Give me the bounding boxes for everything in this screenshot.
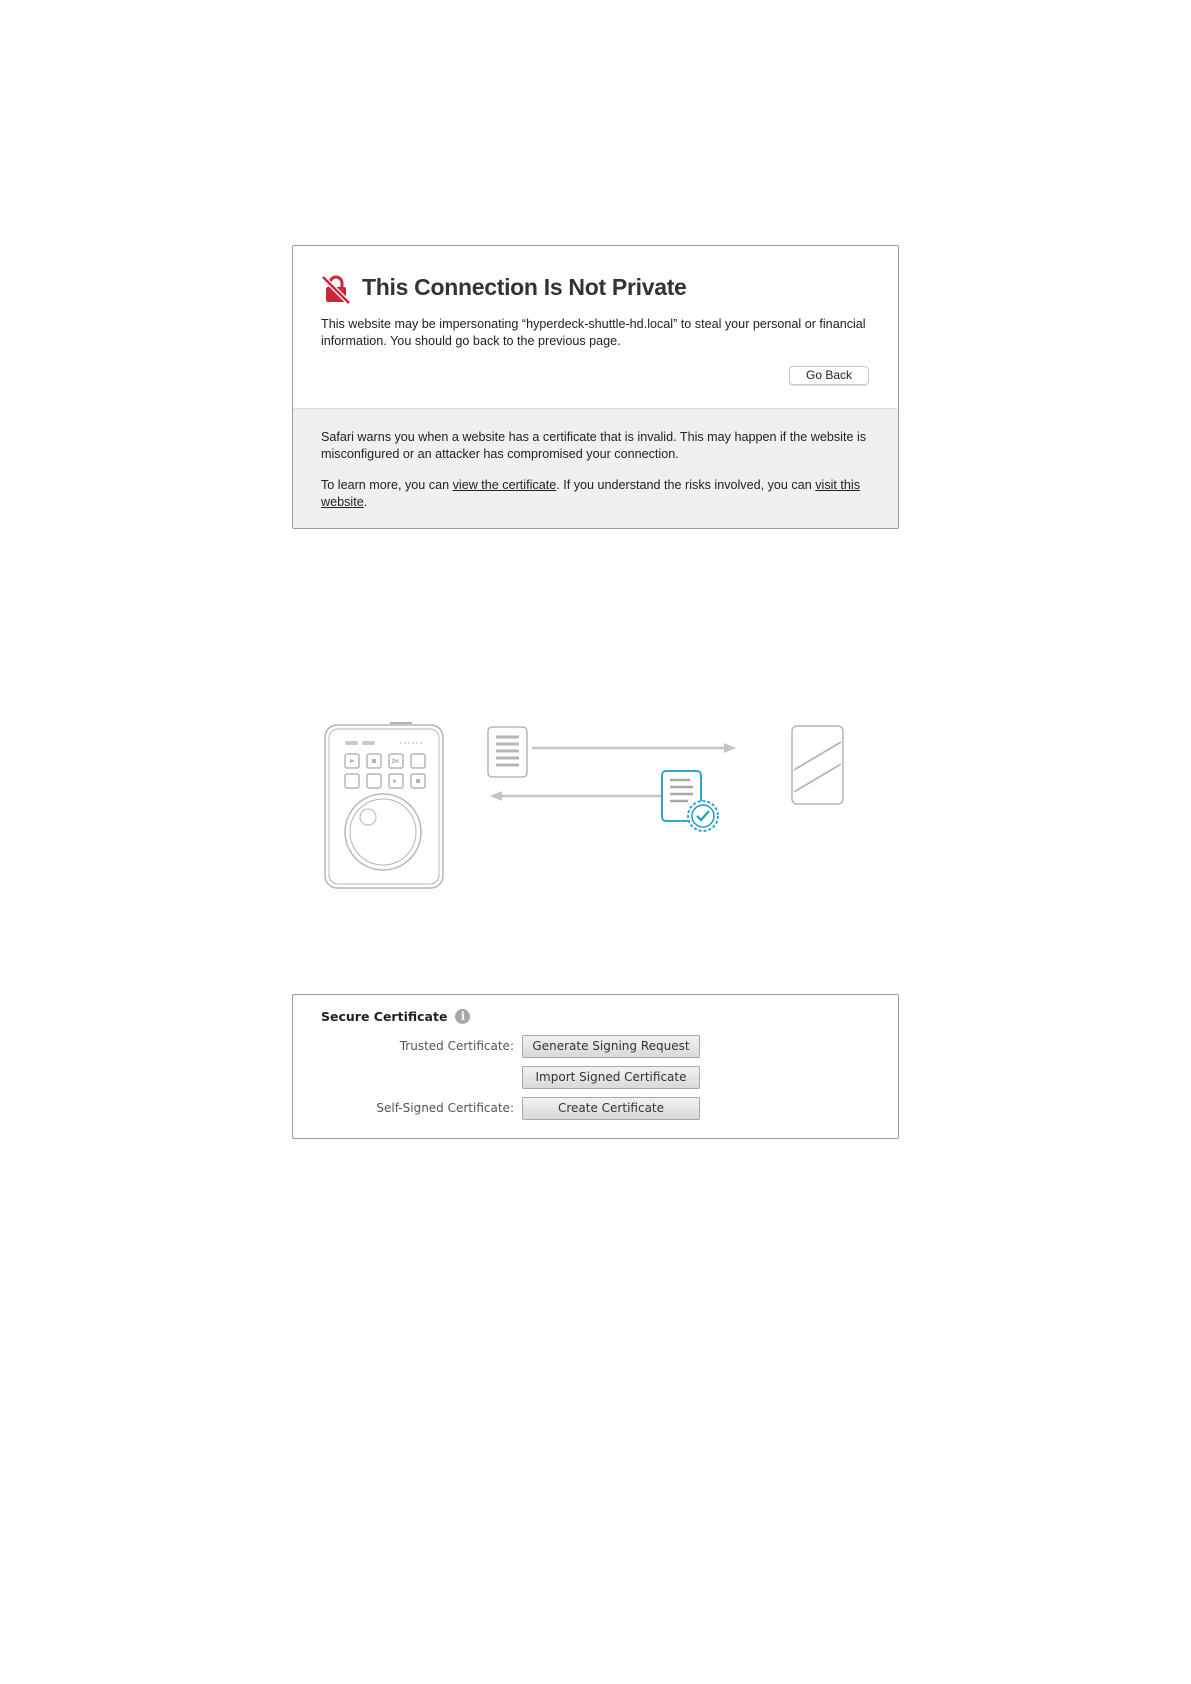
secure-certificate-header [321, 1009, 470, 1024]
trusted-certificate-label: Trusted Certificate: [399, 1039, 514, 1053]
document-icon [488, 727, 527, 777]
certificate-authority-box [792, 726, 843, 804]
learn-more-middle: . If you understand the risks involved, you can [556, 478, 816, 492]
learn-more-paragraph [321, 477, 876, 511]
generate-signing-request-button[interactable]: Generate Signing Request [522, 1035, 700, 1058]
connection-not-private-panel [292, 245, 899, 529]
secure-certificate-panel [292, 994, 899, 1139]
warning-details-section [293, 408, 898, 528]
signed-certificate-icon [662, 771, 718, 831]
learn-more-prefix: To learn more, you can [321, 478, 453, 492]
learn-more-suffix: . [363, 495, 368, 509]
warning-header-section [293, 246, 898, 408]
hyperdeck-shuttle-device [325, 723, 443, 888]
create-certificate-button[interactable]: Create Certificate [522, 1097, 700, 1120]
go-back-button[interactable]: Go Back [789, 366, 869, 385]
secure-certificate-title: Secure Certificate [321, 1009, 448, 1024]
self-signed-certificate-label: Self-Signed Certificate: [376, 1101, 514, 1115]
certificate-exchange-diagram [300, 710, 880, 910]
request-arrow [532, 743, 736, 753]
warning-message: This website may be impersonating “hyperdeck-shuttle-hd.local” to steal your personal or financial information. You should go back to the previous page. [321, 317, 866, 348]
view-certificate-link[interactable]: view the certificate [452, 478, 557, 492]
info-icon[interactable]: i [455, 1009, 470, 1024]
broken-lock-icon [321, 274, 351, 304]
response-arrow [490, 791, 662, 801]
warning-title: This Connection Is Not Private [362, 274, 687, 300]
visit-website-link[interactable]: visit this website [321, 478, 861, 509]
warning-explanation: Safari warns you when a website has a certificate that is invalid. This may happen if the website is misconfigured or an attacker has compromised your connection. [321, 430, 867, 461]
import-signed-certificate-button[interactable]: Import Signed Certificate [522, 1066, 700, 1089]
